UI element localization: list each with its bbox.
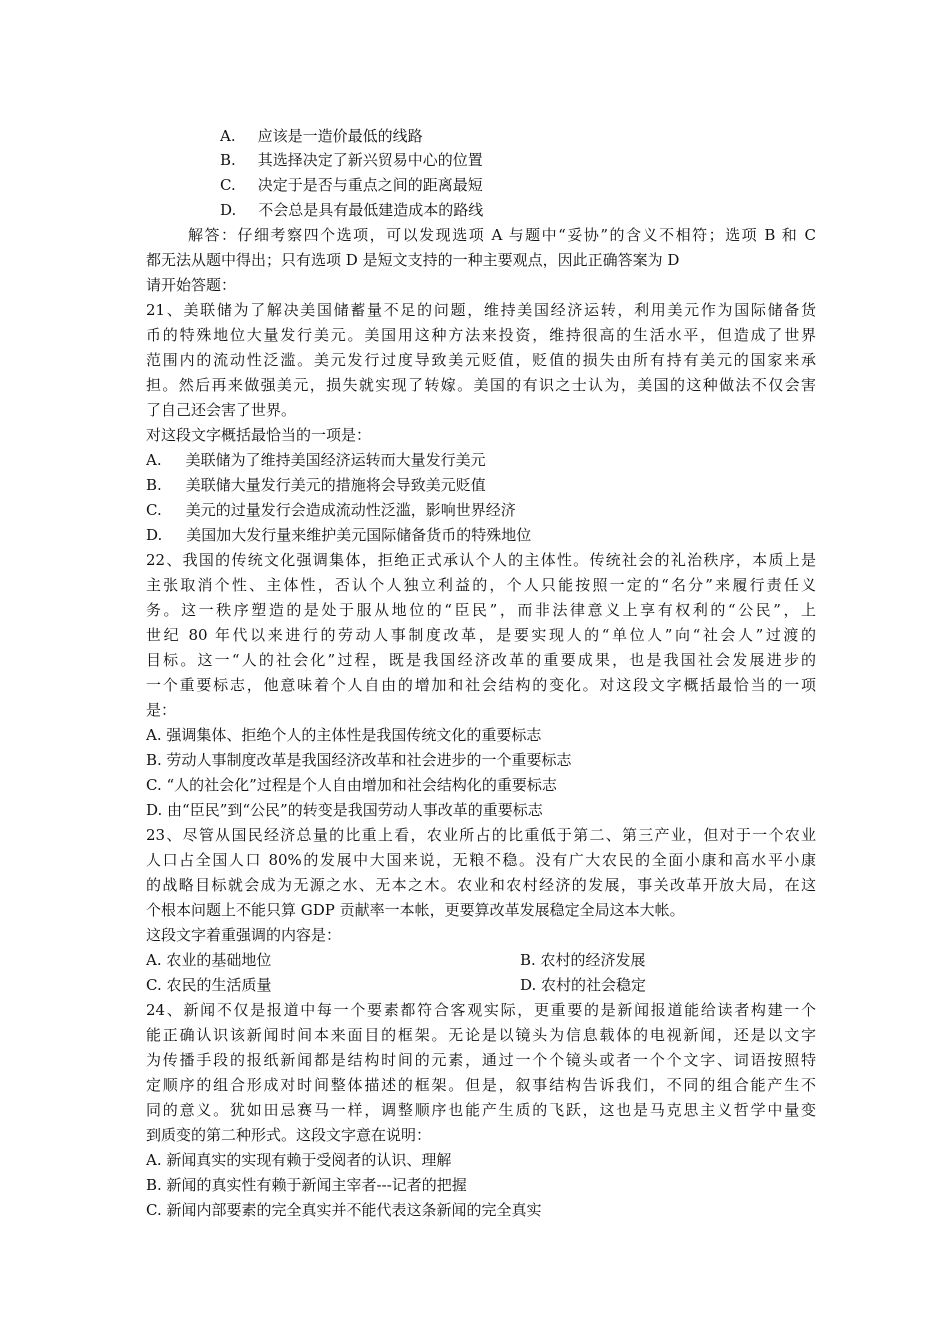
q23-question: 这段文字着重强调的内容是： [146, 926, 342, 944]
q23-text-line: 人口占全国人口 80%的发展中大国来说，无粮不稳。没有广大农民的全面小康和高水平小康 [146, 851, 816, 869]
q24-text-line: 到质变的第二种形式。这段文字意在说明： [146, 1126, 432, 1144]
q24-option-c: C. 新闻内部要素的完全真实并不能代表这条新闻的完全真实 [146, 1201, 542, 1219]
q23-text-line: 个根本问题上不能只算 GDP 贡献率一本帐，更要算改革发展稳定全局这本大帐。 [146, 901, 685, 919]
q20-option-d: D. 不会总是具有最低建造成本的路线 [220, 201, 484, 219]
q23-option-c: C. 农民的生活质量 [146, 976, 272, 994]
q24-option-b: B. 新闻的真实性有赖于新闻主宰者---记者的把握 [146, 1176, 467, 1194]
answer-explanation-line: 解答：仔细考察四个选项，可以发现选项 A 与题中“妥协”的含义不相符；选项 B 和 C [188, 226, 816, 244]
q21-question: 对这段文字概括最恰当的一项是： [146, 426, 372, 444]
q22-option-b: B. 劳动人事制度改革是我国经济改革和社会进步的一个重要标志 [146, 751, 572, 769]
q22-text-line: 是： [146, 701, 177, 719]
q21-option-d: D. 美国加大发行量来维护美元国际储备货币的特殊地位 [146, 526, 532, 544]
q23-text-line: 23、尽管从国民经济总量的比重上看，农业所占的比重低于第二、第三产业，但对于一个农业 [146, 826, 816, 844]
q23-option-a: A. 农业的基础地位 [146, 951, 272, 969]
q22-option-a: A. 强调集体、拒绝个人的主体性是我国传统文化的重要标志 [146, 726, 542, 744]
q22-option-d: D. 由“臣民”到“公民”的转变是我国劳动人事改革的重要标志 [146, 801, 543, 819]
q23-option-d: D. 农村的社会稳定 [520, 976, 647, 994]
q24-text-line: 能正确认识该新闻时间本来面目的框架。无论是以镜头为信息载体的电视新闻，还是以文字 [146, 1026, 816, 1044]
q22-text-line: 目标。这一“人的社会化”过程，既是我国经济改革的重要成果，也是我国社会发展进步的 [146, 651, 816, 669]
q20-option-c: C. 决定于是否与重点之间的距离最短 [220, 176, 483, 194]
q22-text-line: 务。这一秩序塑造的是处于服从地位的“臣民”，而非法律意义上享有权利的“公民”，上 [146, 601, 816, 619]
q21-option-a: A. 美联储为了维持美国经济运转而大量发行美元 [146, 451, 486, 469]
q21-text-line: 21、美联储为了解决美国储蓄量不足的问题，维持美国经济运转，利用美元作为国际储备货 [146, 301, 816, 319]
q24-option-a: A. 新闻真实的实现有赖于受阅者的认识、理解 [146, 1151, 452, 1169]
q23-text-line: 的战略目标就会成为无源之水、无本之木。农业和农村经济的发展，事关改革开放大局，在这 [146, 876, 816, 894]
q22-text-line: 22、我国的传统文化强调集体，拒绝正式承认个人的主体性。传统社会的礼治秩序，本质上是 [146, 551, 816, 569]
q23-option-b: B. 农村的经济发展 [520, 951, 646, 969]
q24-text-line: 同的意义。犹如田忌赛马一样，调整顺序也能产生质的飞跃，这也是马克思主义哲学中量变 [146, 1101, 816, 1119]
q24-text-line: 定顺序的组合形成对时间整体描述的框架。但是，叙事结构告诉我们，不同的组合能产生不 [146, 1076, 816, 1094]
q21-option-c: C. 美元的过量发行会造成流动性泛滥，影响世界经济 [146, 501, 516, 519]
q22-text-line: 一个重要标志，他意味着个人自由的增加和社会结构的变化。对这段文字概括最恰当的一项 [146, 676, 816, 694]
q22-text-line: 主张取消个性、主体性，否认个人独立利益的，个人只能按照一定的“名分”来履行责任义 [146, 576, 816, 594]
q20-option-b: B. 其选择决定了新兴贸易中心的位置 [220, 151, 483, 169]
q24-text-line: 为传播手段的报纸新闻都是结构时间的元素，通过一个个镜头或者一个个文字、词语按照特 [146, 1051, 816, 1069]
q21-text-line: 担。然后再来做强美元，损失就实现了转嫁。美国的有识之士认为，美国的这种做法不仅会害 [146, 376, 816, 394]
q24-text-line: 24、新闻不仅是报道中每一个要素都符合客观实际，更重要的是新闻报道能给读者构建一个 [146, 1001, 816, 1019]
q21-text-line: 了自己还会害了世界。 [146, 401, 297, 419]
q21-text-line: 范围内的流动性泛滥。美元发行过度导致美元贬值，贬值的损失由所有持有美元的国家来承 [146, 351, 816, 369]
q22-text-line: 世纪 80 年代以来进行的劳动人事制度改革，是要实现人的“单位人”向“社会人”过渡的 [146, 626, 816, 644]
answer-explanation-line: 都无法从题中得出；只有选项 D 是短文支持的一种主要观点，因此正确答案为 D [146, 251, 680, 269]
q21-option-b: B. 美联储大量发行美元的措施将会导致美元贬值 [146, 476, 486, 494]
q22-option-c: C. “人的社会化”过程是个人自由增加和社会结构化的重要标志 [146, 776, 557, 794]
q20-option-a: A. 应该是一造价最低的线路 [220, 127, 423, 145]
q21-text-line: 币的特殊地位大量发行美元。美国用这种方法来投资，维持很高的生活水平，但造成了世界 [146, 326, 816, 344]
start-prompt: 请开始答题： [146, 276, 237, 294]
